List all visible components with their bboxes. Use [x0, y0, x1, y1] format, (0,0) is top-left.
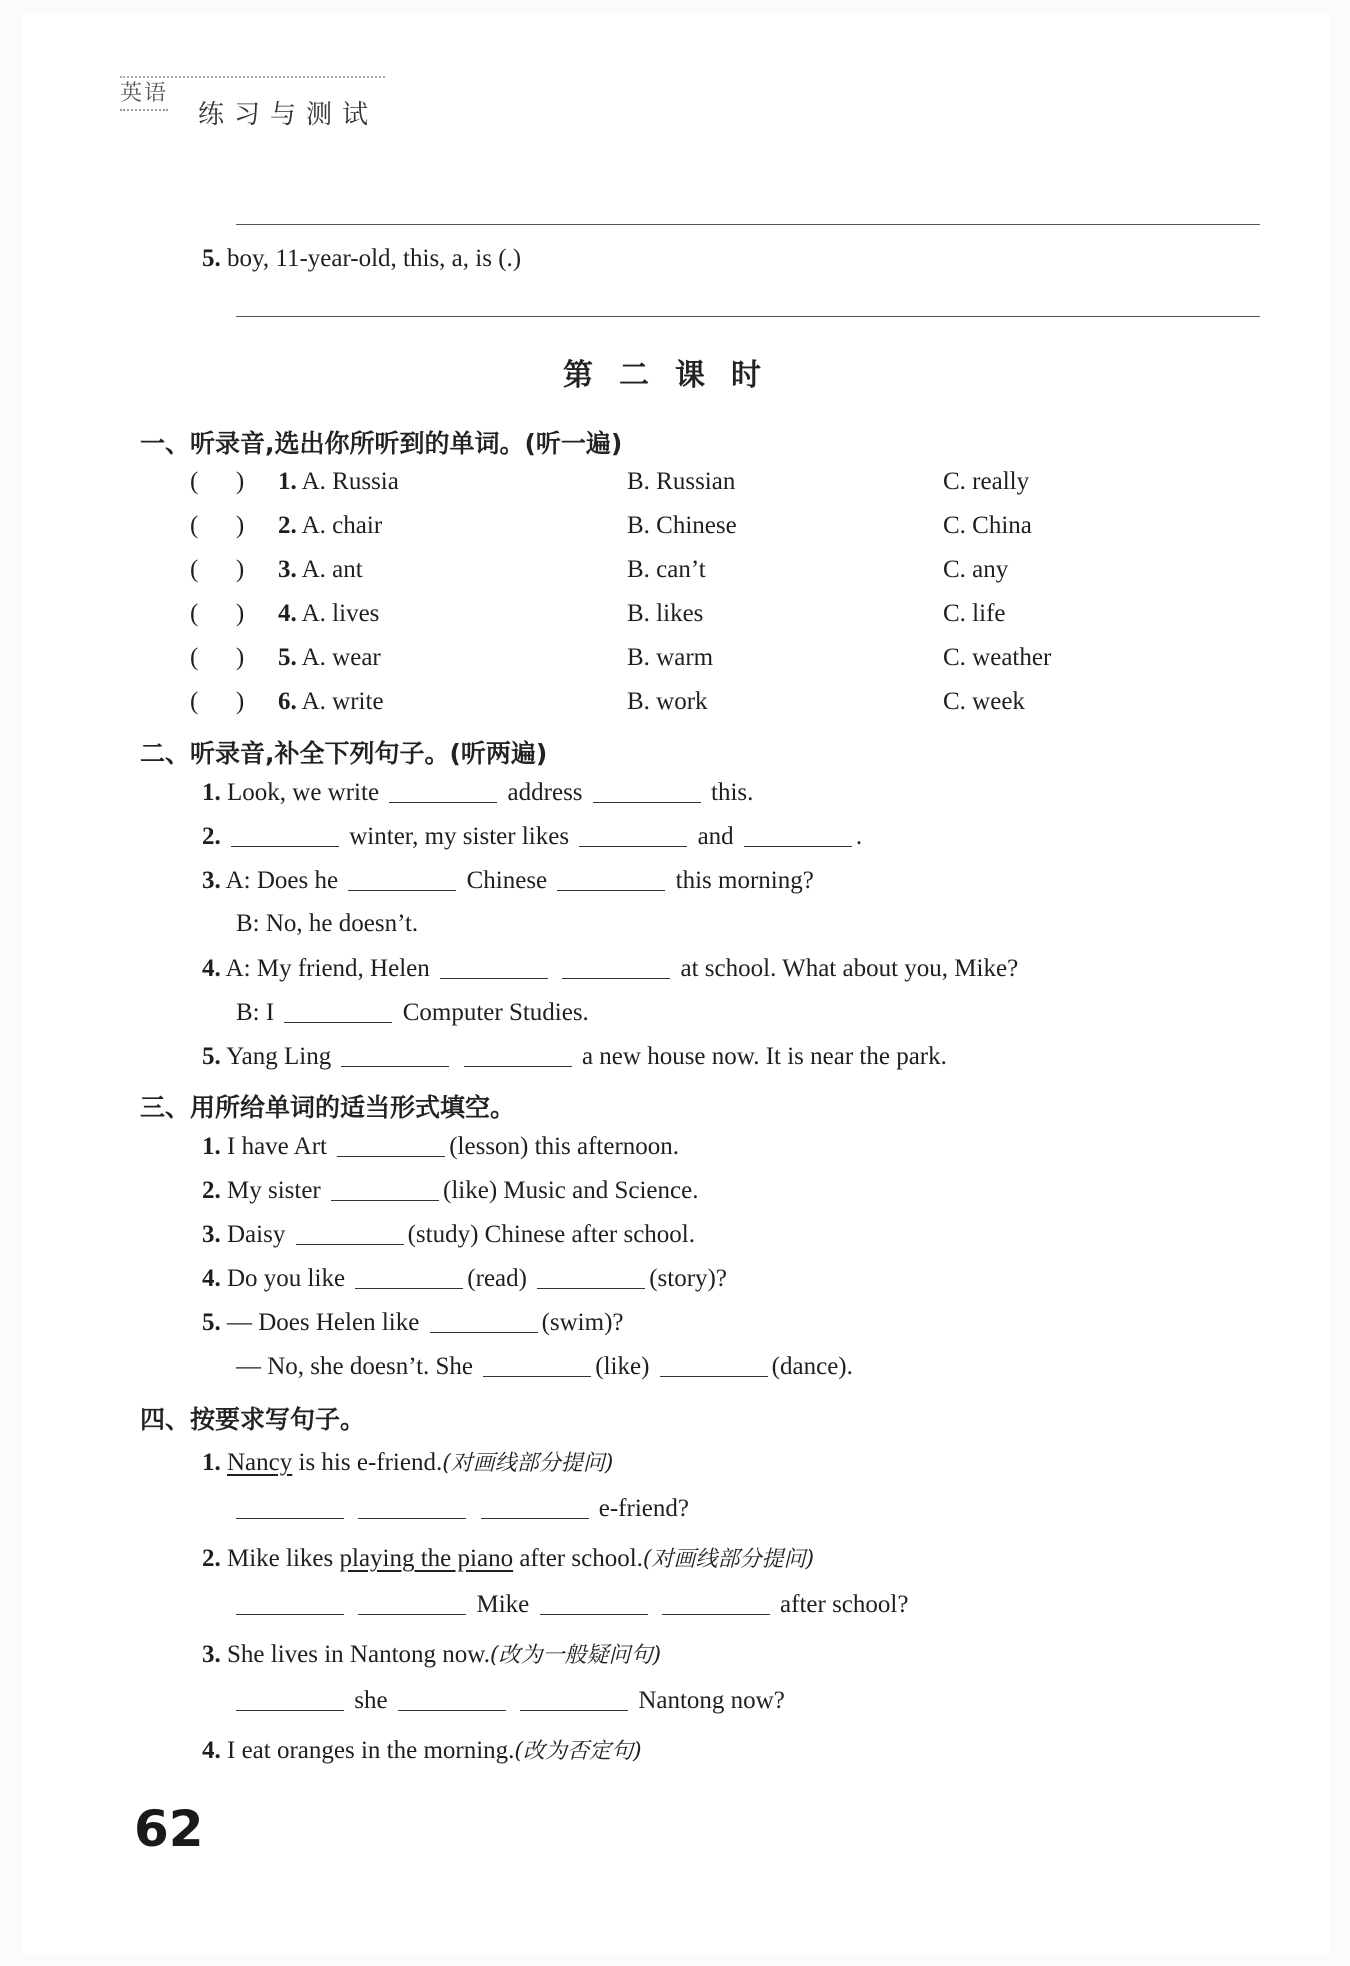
- part4-answer-2: Mike after school?: [232, 1590, 908, 1619]
- fill-blank[interactable]: [337, 1132, 445, 1157]
- choice-b: B. Russian: [627, 468, 736, 495]
- answer-paren[interactable]: ( ): [190, 600, 245, 627]
- fill-blank[interactable]: [562, 954, 670, 979]
- part3-heading: 三、用所给单词的适当形式填空。: [140, 1093, 516, 1122]
- part3-sentence-4: 4. Do you like (read) (story)?: [202, 1265, 727, 1292]
- page-number: 62: [134, 1800, 204, 1858]
- part2-sentence-2: 2. winter, my sister likes and .: [202, 823, 863, 850]
- part4-sentence-2: 2. Mike likes playing the piano after school.(对画线部分提问): [202, 1545, 815, 1572]
- fill-blank[interactable]: [744, 822, 852, 847]
- fill-blank[interactable]: [331, 1176, 439, 1201]
- fill-blank[interactable]: [296, 1220, 404, 1245]
- fill-blank[interactable]: [389, 778, 497, 803]
- fill-blank[interactable]: [520, 1686, 628, 1711]
- part2-sentence-3-reply: B: No, he doesn’t.: [236, 910, 419, 937]
- choice-c: C. really: [943, 468, 1030, 495]
- fill-blank[interactable]: [284, 998, 392, 1023]
- choice-b: B. likes: [627, 600, 704, 627]
- prev-item-5: 5. boy, 11-year-old, this, a, is (.): [202, 245, 522, 272]
- choice-c: C. China: [943, 512, 1032, 539]
- fill-blank[interactable]: [593, 778, 701, 803]
- choice-b: B. can’t: [627, 556, 706, 583]
- fill-blank[interactable]: [540, 1590, 648, 1615]
- lesson-title: 第二课时: [563, 358, 787, 393]
- fill-blank[interactable]: [236, 1590, 344, 1615]
- choice-a: 4. A. lives: [278, 600, 380, 627]
- fill-blank[interactable]: [537, 1264, 645, 1289]
- part3-sentence-1: 1. I have Art (lesson) this afternoon.: [202, 1133, 680, 1160]
- part4-answer-1: e-friend?: [232, 1494, 689, 1523]
- choice-a: 3. A. ant: [278, 556, 363, 583]
- answer-paren[interactable]: ( ): [190, 468, 245, 495]
- choice-a: 2. A. chair: [278, 512, 383, 539]
- fill-blank[interactable]: [660, 1352, 768, 1377]
- choice-a: 5. A. wear: [278, 644, 381, 671]
- fill-blank[interactable]: [483, 1352, 591, 1377]
- choice-b: B. work: [627, 688, 708, 715]
- answer-paren[interactable]: ( ): [190, 512, 245, 539]
- fill-blank[interactable]: [579, 822, 687, 847]
- part3-sentence-2: 2. My sister (like) Music and Science.: [202, 1177, 699, 1204]
- choice-b: B. warm: [627, 644, 714, 671]
- fill-blank[interactable]: [355, 1264, 463, 1289]
- part3-sentence-3: 3. Daisy (study) Chinese after school.: [202, 1221, 696, 1248]
- answer-paren[interactable]: ( ): [190, 556, 245, 583]
- fill-blank[interactable]: [236, 1494, 344, 1519]
- part2-sentence-3: 3. A: Does he Chinese this morning?: [202, 867, 814, 894]
- fill-blank[interactable]: [231, 822, 339, 847]
- part4-sentence-1: 1. Nancy is his e-friend.(对画线部分提问): [202, 1449, 614, 1476]
- fill-blank[interactable]: [236, 1686, 344, 1711]
- choice-c: C. life: [943, 600, 1006, 627]
- fill-blank[interactable]: [557, 866, 665, 891]
- choice-c: C. weather: [943, 644, 1052, 671]
- fill-blank[interactable]: [398, 1686, 506, 1711]
- part3-sentence-5: 5. — Does Helen like (swim)?: [202, 1309, 624, 1336]
- part4-sentence-4: 4. I eat oranges in the morning.(改为否定句): [202, 1737, 642, 1764]
- part1-heading: 一、听录音,选出你所听到的单词。(听一遍): [140, 429, 623, 458]
- answer-paren[interactable]: ( ): [190, 644, 245, 671]
- choice-c: C. week: [943, 688, 1025, 715]
- part3-sentence-5-reply: — No, she doesn’t. She (like) (dance).: [236, 1353, 853, 1380]
- fill-blank[interactable]: [662, 1590, 770, 1615]
- part4-answer-3: she Nantong now?: [232, 1686, 785, 1715]
- fill-blank[interactable]: [430, 1308, 538, 1333]
- fill-blank[interactable]: [348, 866, 456, 891]
- header-book-title: 练习与测试: [198, 100, 379, 130]
- part2-sentence-4: 4. A: My friend, Helen at school. What about you, Mike?: [202, 955, 1019, 982]
- choice-a: 1. A. Russia: [278, 468, 399, 495]
- part2-sentence-1: 1. Look, we write address this.: [202, 779, 754, 806]
- part2-sentence-5: 5. Yang Ling a new house now. It is near the park.: [202, 1043, 947, 1070]
- fill-blank[interactable]: [464, 1042, 572, 1067]
- answer-paren[interactable]: ( ): [190, 688, 245, 715]
- part4-heading: 四、按要求写句子。: [140, 1405, 366, 1434]
- fill-blank[interactable]: [440, 954, 548, 979]
- choice-c: C. any: [943, 556, 1009, 583]
- choice-a: 6. A. write: [278, 688, 384, 715]
- part4-sentence-3: 3. She lives in Nantong now.(改为一般疑问句): [202, 1641, 662, 1668]
- answer-line: [236, 316, 1260, 317]
- answer-line: [236, 224, 1260, 225]
- fill-blank[interactable]: [358, 1590, 466, 1615]
- choice-b: B. Chinese: [627, 512, 737, 539]
- fill-blank[interactable]: [341, 1042, 449, 1067]
- part2-sentence-4-reply: B: I Computer Studies.: [236, 999, 589, 1026]
- fill-blank[interactable]: [481, 1494, 589, 1519]
- part2-heading: 二、听录音,补全下列句子。(听两遍): [140, 739, 548, 768]
- fill-blank[interactable]: [358, 1494, 466, 1519]
- header-subject: 英语: [120, 76, 168, 111]
